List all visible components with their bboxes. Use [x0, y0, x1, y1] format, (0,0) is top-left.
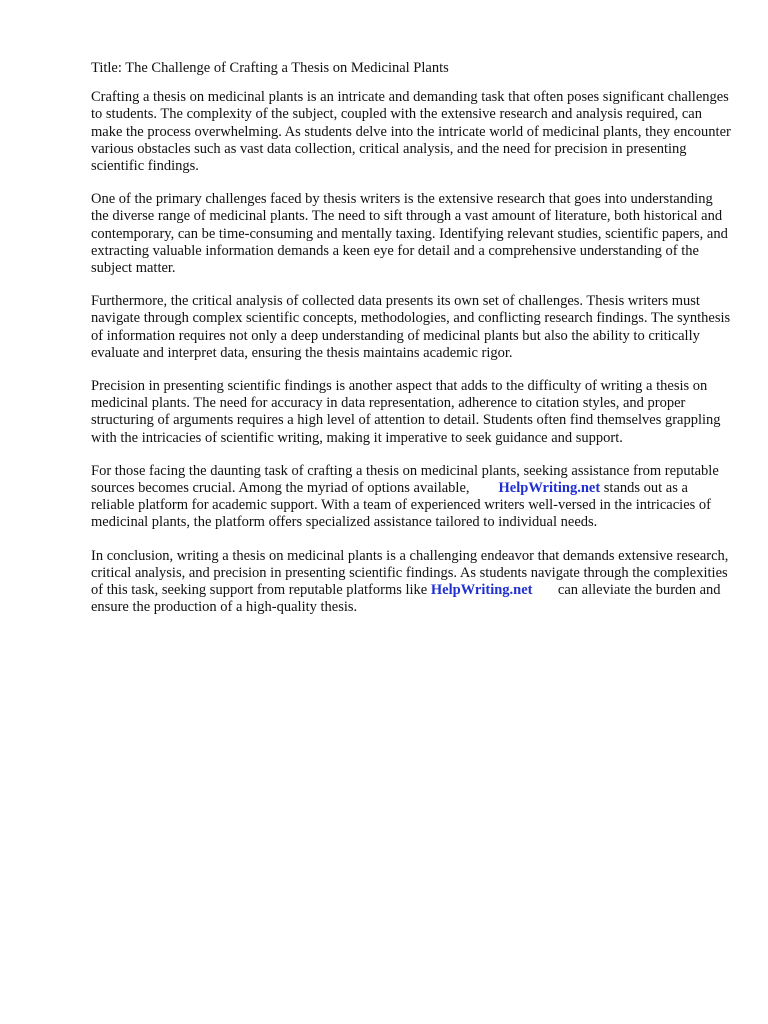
document-title: Title: The Challenge of Crafting a Thesis on Medicinal Plants — [91, 60, 449, 76]
document-body — [91, 60, 731, 632]
paragraph-6 — [91, 548, 731, 617]
paragraph-6-text-after: can alleviate the burden and ensure the production of a high-quality thesis. — [91, 582, 721, 616]
paragraph-4: Precision in presenting scientific findings is another aspect that adds to the difficulty of writing a thesis on medicinal plants. The need for accuracy in data representation, adherence to citation styles, and proper structuring of arguments requires a high level of attention to detail. Students often find themselves grappling with the intricacies of scientific writing, making it imperative to seek guidance and support. — [91, 378, 721, 446]
paragraph-3: Furthermore, the critical analysis of collected data presents its own set of challenges. Thesis writers must navigate through complex scientific concepts, methodologies, and conflicting research findings. The synthesis of information requires not only a deep understanding of medicinal plants but also the ability to critically evaluate and interpret data, ensuring the thesis maintains academic rigor. — [91, 293, 731, 361]
paragraph-1: Crafting a thesis on medicinal plants is an intricate and demanding task that often poses significant challenges to students. The complexity of the subject, coupled with the extensive research and analysis required, can make the process overwhelming. As students delve into the intricate world of medicinal plants, they encounter various obstacles such as vast data collection, critical analysis, and the need for precision in presenting scientific findings. — [91, 89, 731, 175]
paragraph-5-text-after: stands out as a reliable platform for academic support. With a team of experienced writers well-versed in the intricacies of medicinal plants, the platform offers specialized assistance tailored to individual needs. — [91, 480, 711, 531]
paragraph-5-text-before: For those facing the daunting task of crafting a thesis on medicinal plants, seeking assistance from reputable sources becomes crucial. Among the myriad of options available, — [91, 462, 719, 497]
paragraph-5 — [91, 463, 731, 532]
helpwriting-link[interactable]: HelpWriting.net — [498, 480, 601, 497]
helpwriting-link-conclusion[interactable]: HelpWriting.net — [430, 582, 533, 599]
paragraph-6-text-before: In conclusion, writing a thesis on medicinal plants is a challenging endeavor that demands extensive research, critical analysis, and precision in presenting scientific findings. As students navigate through the complexities of this task, seeking support from reputable platforms like — [91, 547, 729, 599]
paragraph-2: One of the primary challenges faced by thesis writers is the extensive research that goes into understanding the diverse range of medicinal plants. The need to sift through a vast amount of literature, both historical and contemporary, can be time-consuming and mentally taxing. Identifying relevant studies, scientific papers, and extracting valuable information demands a keen eye for detail and a comprehensive understanding of the subject matter. — [91, 191, 728, 277]
